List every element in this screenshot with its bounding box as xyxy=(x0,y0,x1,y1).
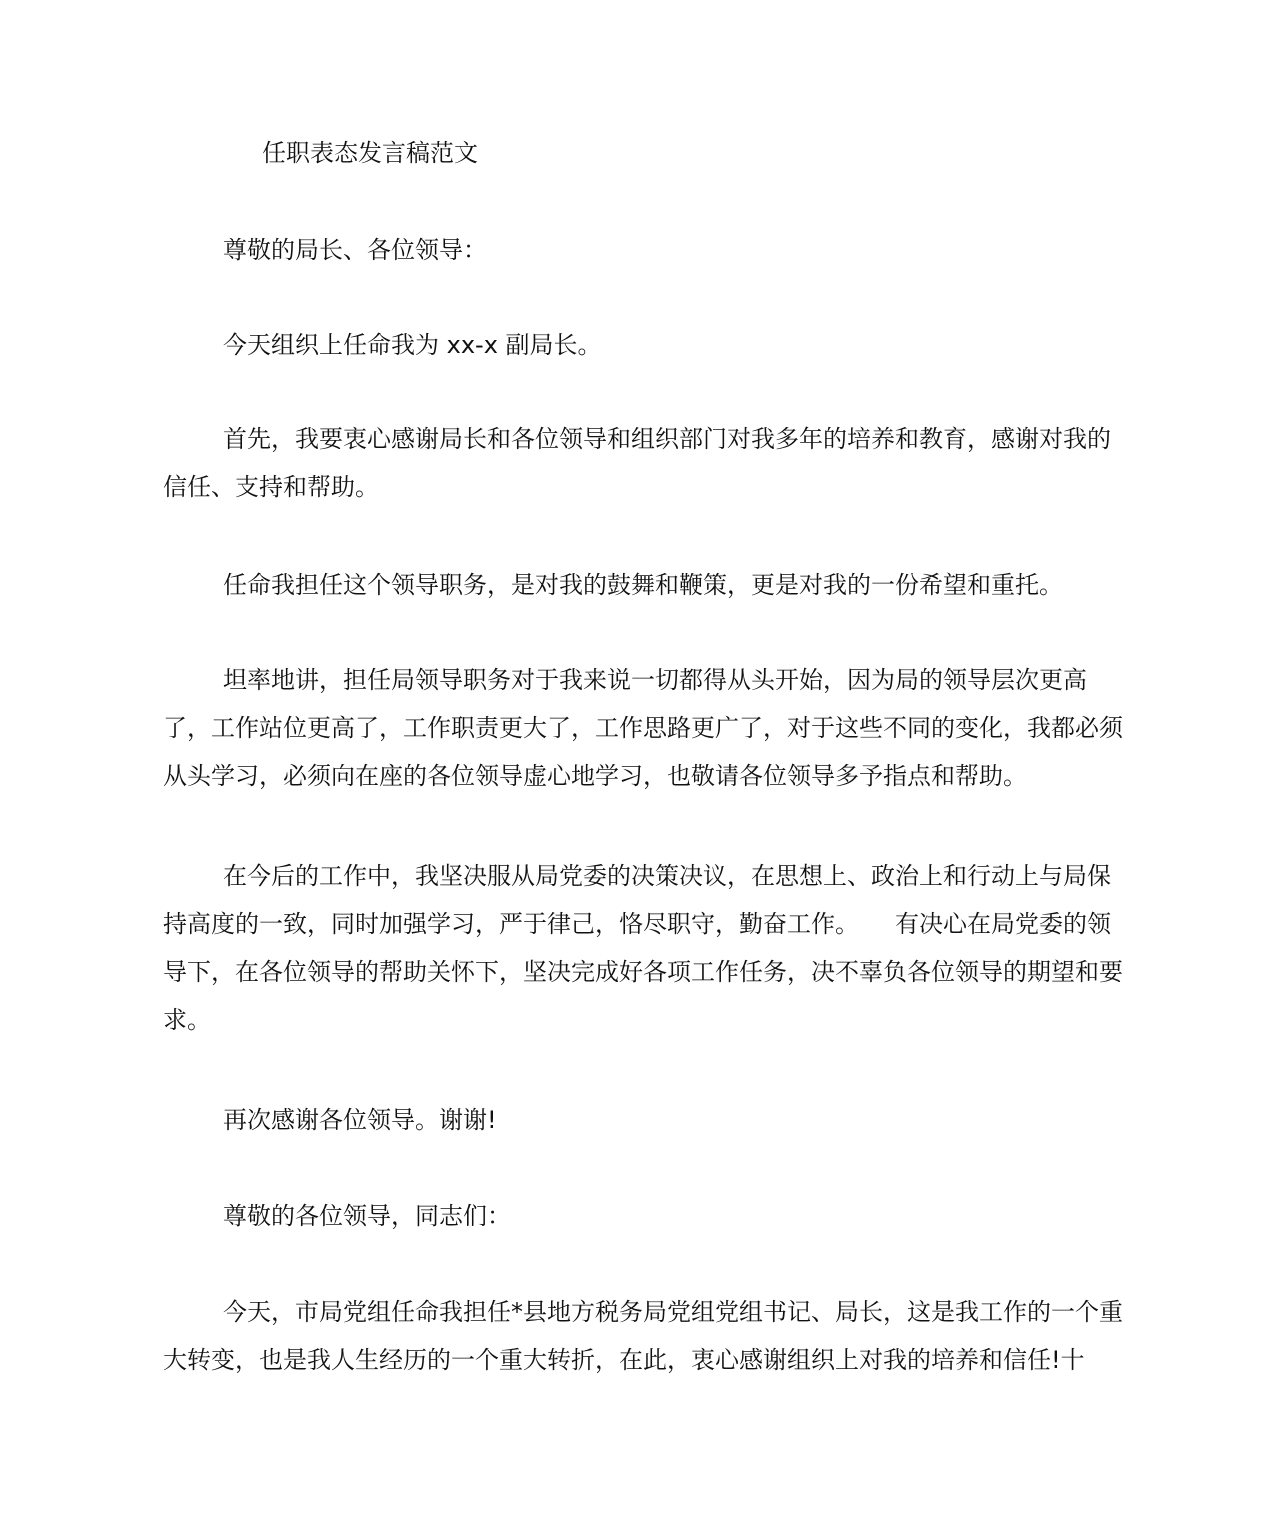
paragraph-future-work: 在今后的工作中，我坚决服从局党委的决策决议，在思想上、政治上和行动上与局保持高度的一致，同时加强学习，严于律己，恪尽职守，勤奋工作。 有决心在局党委的领导下，在各位领导的帮助关怀下，坚决完成好各项工作任务，决不辜负各位领导的期望和要求。 xyxy=(163,862,1123,1034)
paragraph-salutation-2: 尊敬的各位领导，同志们： xyxy=(223,1202,511,1230)
paragraph-today: 今天，市局党组任命我担任*县地方税务局党组党组书记、局长，这是我工作的一个重大转变，也是我人生经历的一个重大转折，在此，衷心感谢组织上对我的培养和信任!十 xyxy=(163,1298,1123,1374)
paragraph-frankly: 坦率地讲，担任局领导职务对于我来说一切都得从头开始，因为局的领导层次更高了，工作站位更高了，工作职责更大了，工作思路更广了，对于这些不同的变化，我都必须从头学习，必须向在座的各位领导虚心地学习，也敬请各位领导多予指点和帮助。 xyxy=(163,666,1123,790)
paragraph-thanks-again: 再次感谢各位领导。谢谢! xyxy=(223,1106,497,1134)
paragraph-thanks: 首先，我要衷心感谢局长和各位领导和组织部门对我多年的培养和教育，感谢对我的信任、支持和帮助。 xyxy=(163,425,1111,501)
paragraph-encouragement: 任命我担任这个领导职务，是对我的鼓舞和鞭策，更是对我的一份希望和重托。 xyxy=(223,571,1063,599)
document-title: 任职表态发言稿范文 xyxy=(262,139,478,167)
paragraph-salutation: 尊敬的局长、各位领导： xyxy=(223,236,487,264)
paragraph-appointment: 今天组织上任命我为 xx-x 副局长。 xyxy=(223,331,602,359)
